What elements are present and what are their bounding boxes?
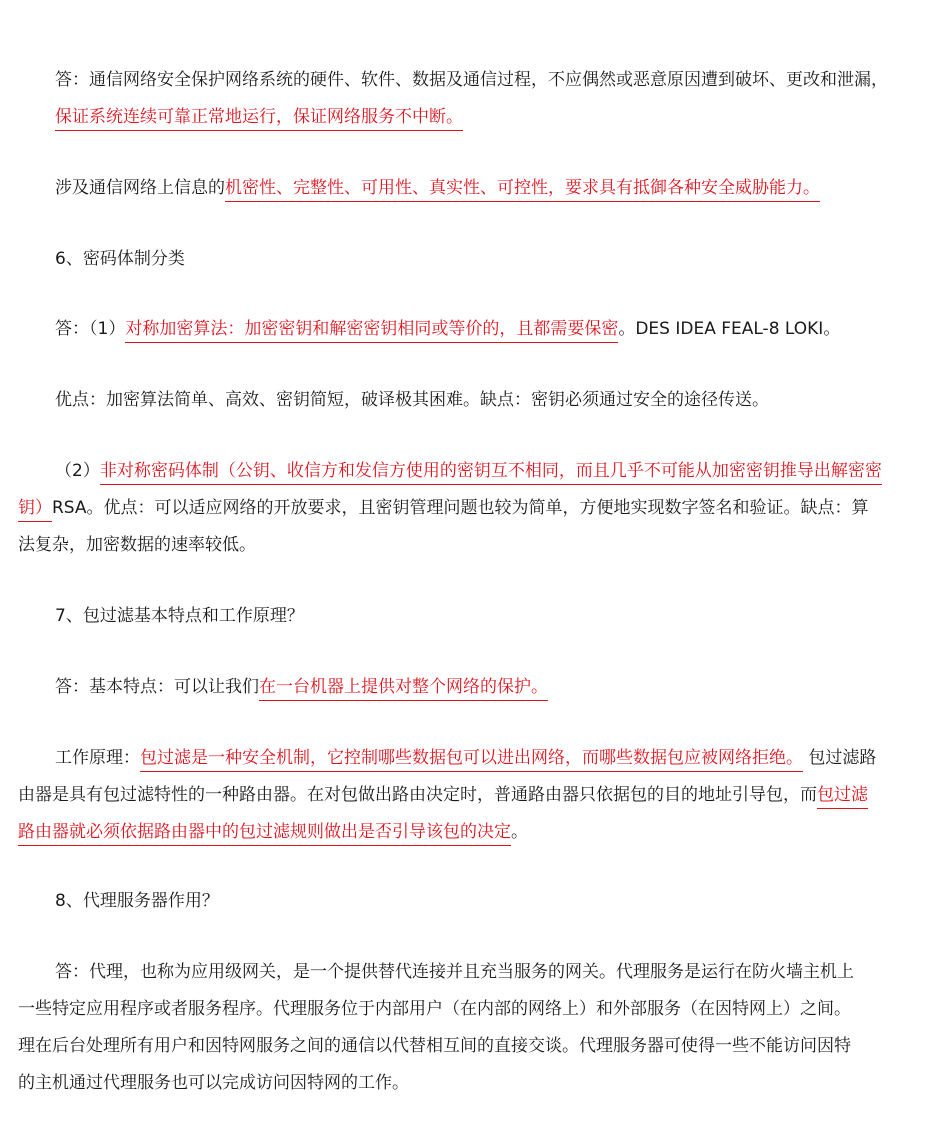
paragraph-asymmetric bbox=[18, 453, 950, 564]
paragraph-security-definition bbox=[18, 62, 950, 136]
highlighted-text: 包过滤 bbox=[817, 785, 868, 809]
text-line: 法复杂，加密数据的速率较低。 bbox=[18, 535, 256, 555]
paragraph-packet-filter-principle bbox=[18, 740, 950, 851]
paragraph-proxy bbox=[18, 954, 950, 1102]
heading-7: 7、包过滤基本特点和工作原理？ bbox=[55, 606, 304, 626]
highlighted-text: 包过滤是一种安全机制，它控制哪些数据包可以进出网络，而哪些数据包应被网络拒绝。 bbox=[140, 748, 803, 772]
paragraph-pros-cons: 优点：加密算法简单、高效、密钥简短，破译极其困难。缺点：密钥必须通过安全的途径传送。 bbox=[55, 390, 769, 410]
text-line: 工作原理：包过滤是一种安全机制，它控制哪些数据包可以进出网络，而哪些数据包应被网络拒绝。 包过滤路 bbox=[18, 740, 950, 777]
heading-6: 6、密码体制分类 bbox=[55, 249, 185, 269]
paragraph-symmetric: 答：（1）对称加密算法：加密密钥和解密密钥相同或等价的，且都需要保密。DES IDEA FEAL-8 LOKI。 bbox=[18, 311, 950, 348]
highlighted-text: 机密性、完整性、可用性、真实性、可控性，要求具有抵御各种安全威胁能力。 bbox=[225, 178, 820, 202]
text-line: （2）非对称密码体制（公钥、收信方和发信方使用的密钥互不相同，而且几乎不可能从加密密钥推导出解密密 bbox=[18, 453, 950, 490]
highlighted-text: 在一台机器上提供对整个网络的保护。 bbox=[259, 677, 548, 701]
highlighted-text: 保证系统连续可靠正常地运行，保证网络服务不中断。 bbox=[55, 107, 463, 131]
highlighted-text: 非对称密码体制（公钥、收信方和发信方使用的密钥互不相同，而且几乎不可能从加密密钥推导出解密密 bbox=[100, 461, 882, 485]
text-line: 答：通信网络安全保护网络系统的硬件、软件、数据及通信过程，不应偶然或恶意原因遭到破坏、更改和泄漏， bbox=[55, 70, 888, 90]
text-line: 由器是具有包过滤特性的一种路由器。在对包做出路由决定时，普通路由器只依据包的目的地址引导包，而包过滤 bbox=[18, 777, 950, 814]
text-line bbox=[18, 99, 950, 136]
highlighted-text: 路由器就必须依据路由器中的包过滤规则做出是否引导该包的决定 bbox=[18, 822, 511, 846]
text-line: 钥）RSA。优点：可以适应网络的开放要求，且密钥管理问题也较为简单，方便地实现数字签名和验证。缺点：算 bbox=[18, 490, 950, 527]
paragraph-information-properties: 涉及通信网络上信息的机密性、完整性、可用性、真实性、可控性，要求具有抵御各种安全威胁能力。 bbox=[18, 170, 950, 207]
text-line: 理在后台处理所有用户和因特网服务之间的通信以代替相互间的直接交谈。代理服务器可使得一些不能访问因特 bbox=[18, 1036, 851, 1056]
heading-8: 8、代理服务器作用？ bbox=[55, 891, 219, 911]
highlighted-text: 钥） bbox=[18, 498, 52, 522]
text-line: 的主机通过代理服务也可以完成访问因特网的工作。 bbox=[18, 1073, 409, 1093]
paragraph-packet-filter-features: 答：基本特点：可以让我们在一台机器上提供对整个网络的保护。 bbox=[18, 669, 950, 706]
text-line: 路由器就必须依据路由器中的包过滤规则做出是否引导该包的决定。 bbox=[18, 814, 950, 851]
text-line: 一些特定应用程序或者服务程序。代理服务位于内部用户（在内部的网络上）和外部服务（在因特网上）之间。 bbox=[18, 999, 851, 1019]
text-line: 答：代理，也称为应用级网关，是一个提供替代连接并且充当服务的网关。代理服务是运行在防火墙主机上 bbox=[55, 962, 854, 982]
highlighted-text: 对称加密算法：加密密钥和解密密钥相同或等价的，且都需要保密 bbox=[125, 319, 618, 343]
